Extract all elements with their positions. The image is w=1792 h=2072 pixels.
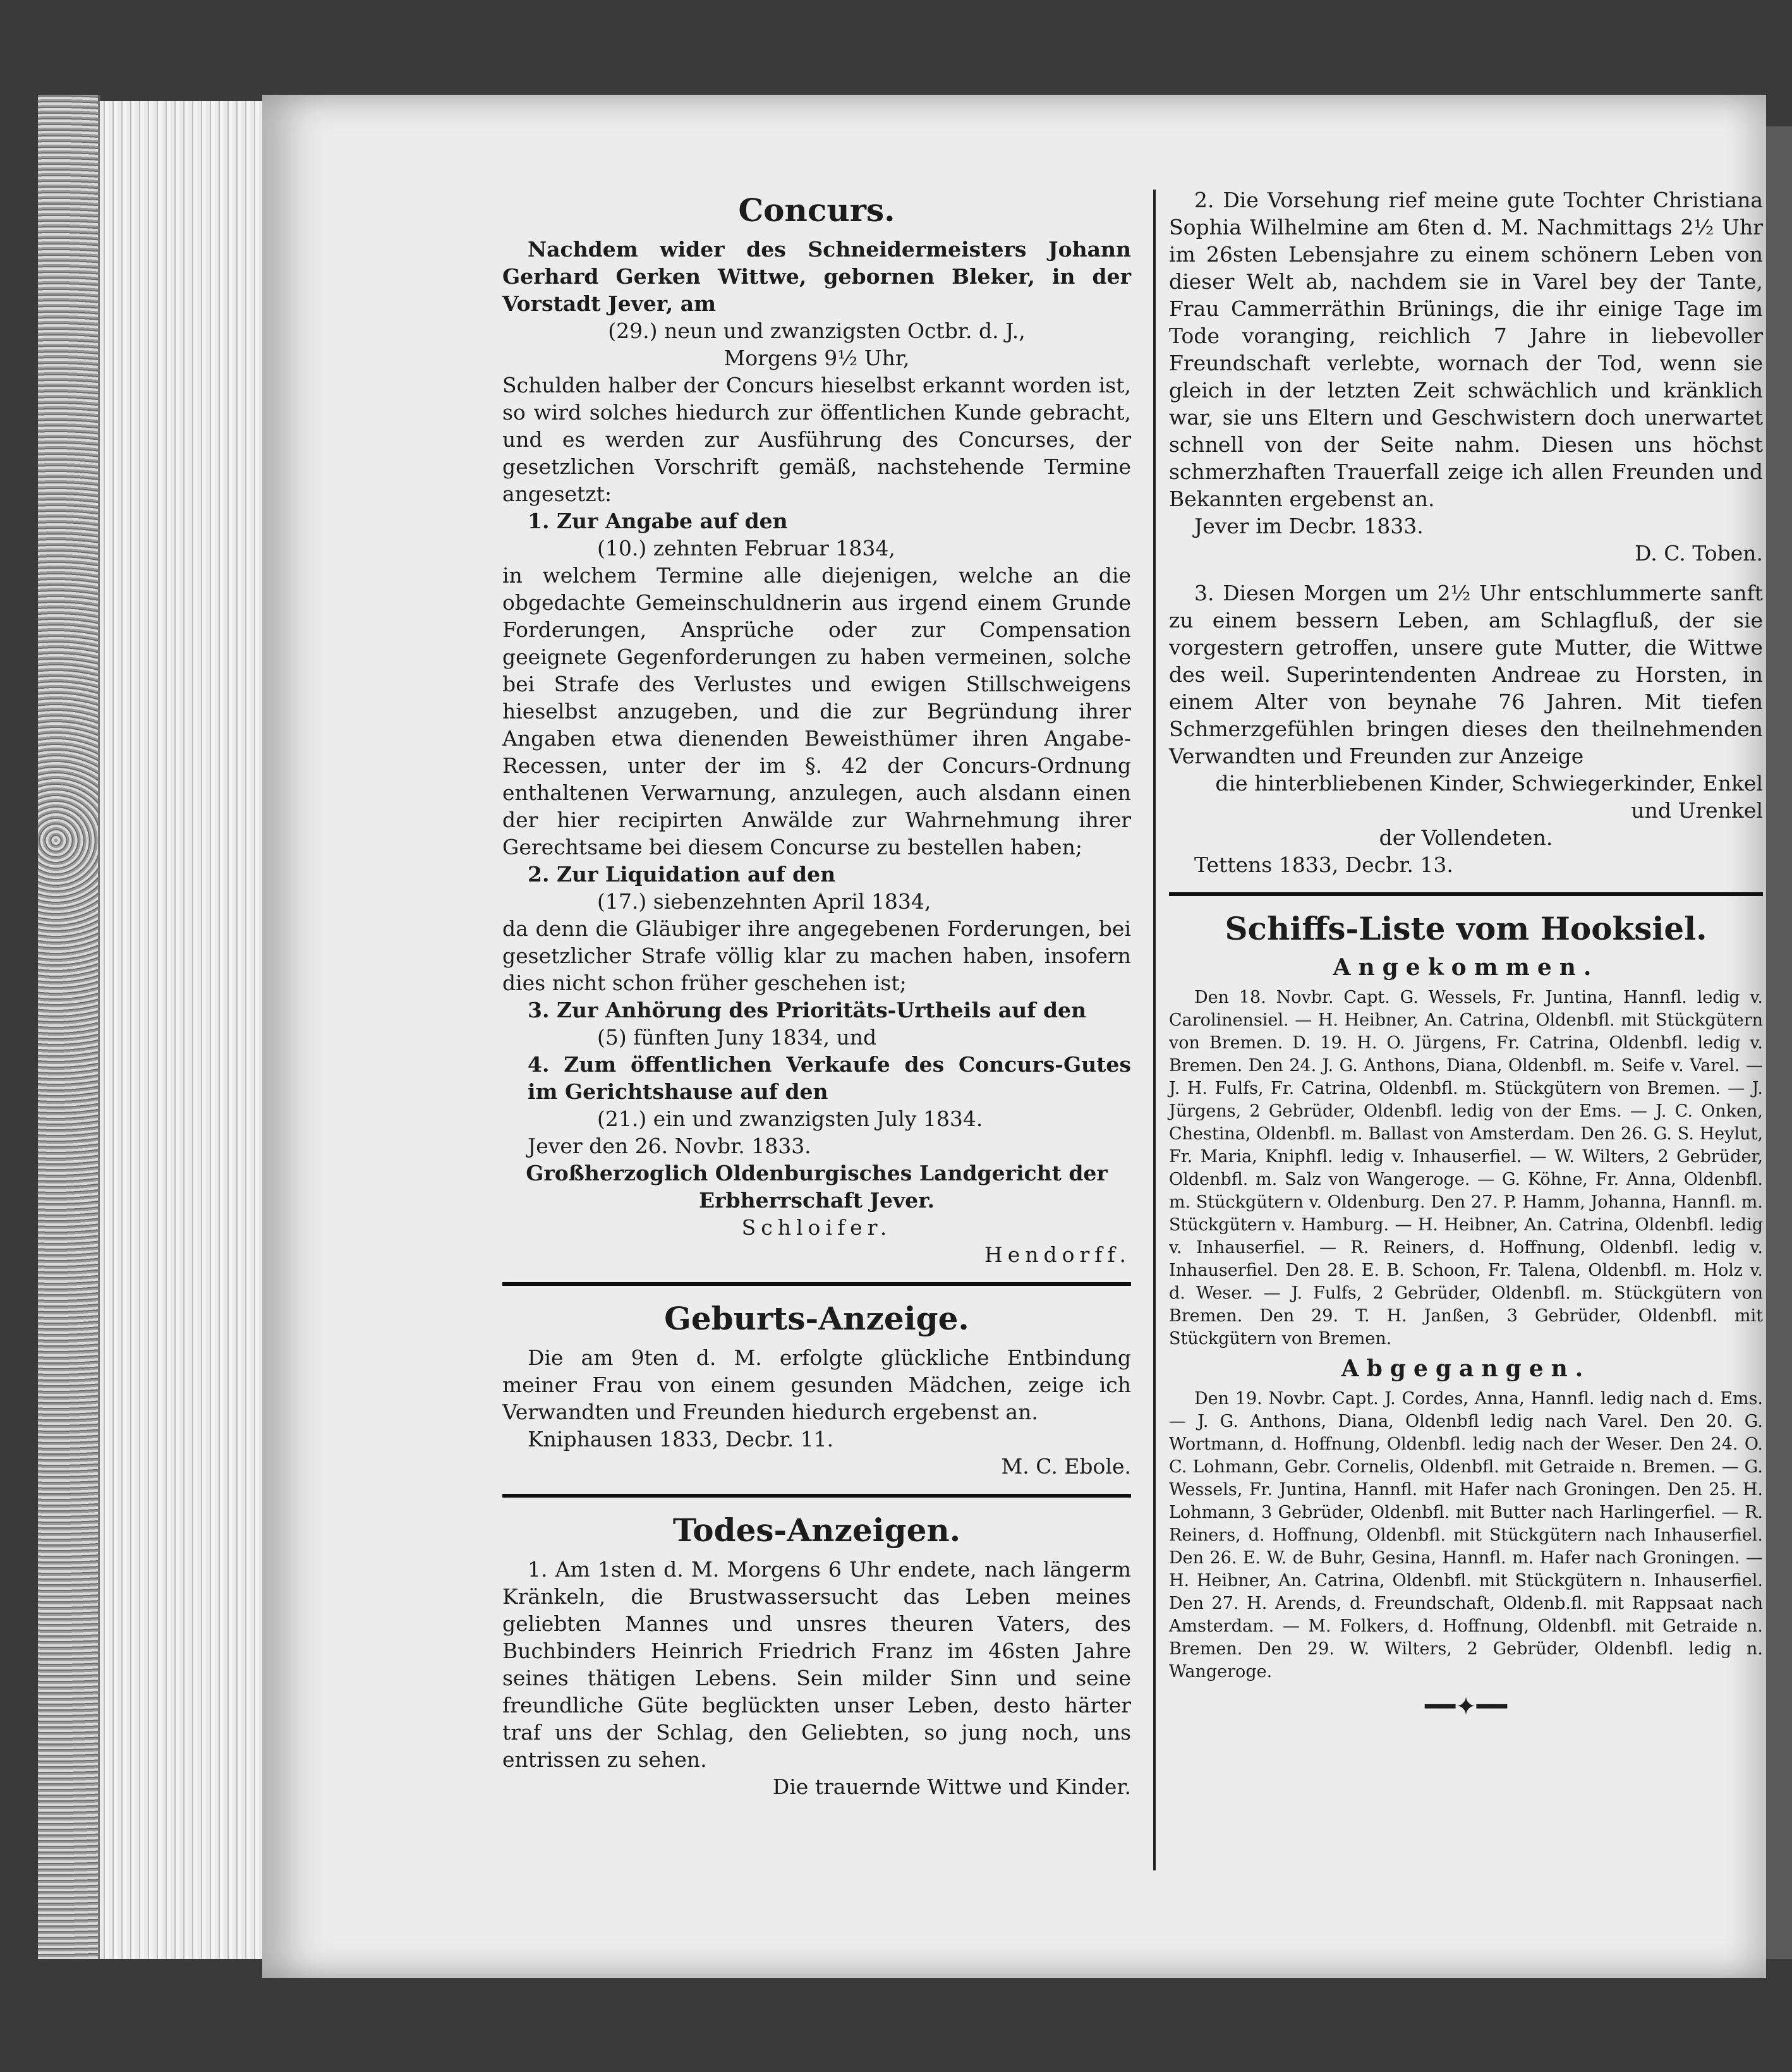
term4-date: (21.) ein und zwanzigsten July 1834.: [597, 1106, 983, 1131]
term1-body: in welchem Termine alle diejenigen, welche an die obgedachte Gemeinschuldnerin aus irgend einem Grunde Forderungen, Ansprüche oder zur Compensation geeignete Gegenforderungen zu haben vermeinen, solche bei Strafe des Verlustes und ewigen Stillschweigens hieselbst anzugeben, und die zur Begründung ihrer Angaben etwa dienenden Beweisthümer ihren Angabe-Recessen, unter der im §. 42 der Concurs-Ordnung enthaltenen Verwarnung, anzulegen, auch alsdann einen der hier recipirten Anwälde zur Wahrnehmung ihrer Gerechtsame bei diesem Concurse zu bestellen haben;: [502, 563, 1131, 859]
death2-signature: D. C. Toben.: [1634, 541, 1763, 566]
term3-heading: 3. Zur Anhörung des Prioritäts-Urtheils auf den: [528, 998, 1087, 1022]
birth-body: Die am 9ten d. M. erfolgte glückliche Entbindung meiner Frau von einem gesunden Mädchen, zeige ich Verwandten und Freunden hiedurch ergebenst an.: [502, 1345, 1131, 1424]
end-ornament: ━━✦━━: [1425, 1692, 1507, 1721]
concurs-signature2: Hendorff.: [984, 1242, 1131, 1267]
arrivals-list: Den 18. Novbr. Capt. G. Wessels, Fr. Juntina, Hannfl. ledig v. Carolinensiel. — H. Heibner, An. Catrina, Oldenbfl. mit Stückgütern von Bremen. D. 19. H. O. Jürgens, Fr. Catrina, Oldenbfl. ledig v. Bremen. Den 24. J. G. Anthons, Diana, Oldenbfl. m. Seife v. Varel. — J. H. Fulfs, Fr. Catrina, Oldenbfl. m. Stückgütern von Bremen. — J. Jürgens, 2 Gebrüder, Oldenbfl. ledig von der Ems. — J. C. Onken, Chestina, Oldenbfl. m. Ballast von Amsterdam. Den 26. G. S. Heylut, Fr. Maria, Kniphfl. ledig v. Inhauserfiel. — W. Wilters, 2 Gebrüder, Oldenbfl. m. Salz von Wangeroge. — G. Köhne, Fr. Anna, Oldenbfl. m. Stückgütern v. Oldenburg. Den 27. P. Hamm, Johanna, Hannfl. m. Stückgütern v. Hamburg. — H. Heibner, An. Catrina, Oldenbfl. ledig v. Inhauserfiel. — R. Reiners, d. Hoffnung, Oldenbfl. ledig v. Inhauserfiel. Den 28. E. B. Schoon, Fr. Talena, Oldenbfl. m. Holz v. d. Weser. — J. Fulfs, 2 Gebrüder, Oldenbfl. m. Stückgütern von Bremen. Den 29. T. H. Janßen, 3 Gebrüder, Oldenbfl. mit Stückgütern von Bremen.: [1169, 988, 1763, 1348]
right-column: [1169, 186, 1763, 1721]
book-cover-edge: [38, 95, 100, 1959]
term2-heading: 2. Zur Liquidation auf den: [528, 862, 836, 887]
term2-body: da denn die Gläubiger ihre angegebenen Forderungen, bei gesetzlicher Strafe völlig klar zu machen haben, insofern dies nicht schon früher geschehen ist;: [502, 916, 1131, 995]
concurs-notice: [502, 191, 1131, 1268]
section-rule: [1169, 892, 1763, 896]
departures-list: Den 19. Novbr. Capt. J. Cordes, Anna, Hannfl. ledig nach d. Ems. — J. G. Anthons, Diana, Oldenbfl ledig nach Varel. Den 20. G. Wortmann, d. Hoffnung, Oldenbfl. ledig nach der Weser. Den 24. O. C. Lohmann, Gebr. Cornelis, Oldenbfl. mit Getraide n. Bremen. — G. Wessels, Fr. Juntina, Hannfl. mit Hafer nach Groningen. Den 25. H. Lohmann, 3 Gebrüder, Oldenbfl. mit Butter nach Harlingerfiel. — R. Reiners, d. Hoffnung, Oldenbfl. mit Stückgütern nach Inhauserfiel. Den 26. E. W. de Buhr, Gesina, Hannfl. m. Hafer nach Groningen. — H. Heibner, An. Catrina, Oldenbfl. mit Stückgütern n. Inhauserfiel. Den 27. H. Arends, d. Freundschaft, Oldenb.fl. mit Rappsaat nach Amsterdam. — M. Folkers, d. Hoffnung, Oldenbfl. mit Getraide n. Bremen. Den 29. W. Wilters, 2 Gebrüder, Oldenbfl. ledig n. Wangeroge.: [1169, 1389, 1763, 1681]
ship-list-title: Schiffs-Liste vom Hooksiel.: [1225, 910, 1707, 947]
page-edges: [98, 101, 264, 1959]
death1-body: 1. Am 1sten d. M. Morgens 6 Uhr endete, nach längerm Kränkeln, die Brustwassersucht das Leben meines geliebten Mannes und unsres theuren Vaters, des Buchbinders Heinrich Friedrich Franz im 46sten Jahre seines thätigen Lebens. Sein milder Sinn und seine freundliche Güte beglückten unser Leben, desto härter traf uns der Schlag, den Geliebten, so jung noch, uns entrissen zu sehen.: [502, 1557, 1131, 1772]
section-rule: [502, 1282, 1131, 1286]
birth-place-date: Kniphausen 1833, Decbr. 11.: [528, 1427, 834, 1451]
birth-notice: [502, 1300, 1131, 1480]
column-divider: [1153, 190, 1156, 1870]
death2-place-date: Jever im Decbr. 1833.: [1194, 514, 1424, 538]
death-notice-3: [1169, 579, 1763, 878]
section-rule: [502, 1494, 1131, 1498]
term3-date: (5) fünften Juny 1834, und: [597, 1025, 877, 1050]
concurs-place-date: Jever den 26. Novbr. 1833.: [528, 1134, 811, 1158]
departures-heading: Abgegangen.: [1341, 1355, 1591, 1382]
concurs-court: Großherzoglich Oldenburgisches Landgericht der Erbherrschaft Jever.: [526, 1161, 1108, 1213]
death-notices: [502, 1512, 1131, 1800]
term2-date: (17.) siebenzehnten April 1834,: [597, 889, 931, 914]
ship-list: [1169, 910, 1763, 1721]
next-page-edge: [1766, 126, 1792, 1959]
death2-body: 2. Die Vorsehung rief meine gute Tochter Christiana Sophia Wilhelmine am 6ten d. M. Nachmittags 2½ Uhr im 26sten Lebensjahre zu einem schönern Leben von dieser Welt ab, nachdem sie in Varel bey der Tante, Frau Cammerräthin Brünings, die ihr einige Tage im Tode voranging, reichlich 7 Jahre in liebevoller Freundschaft verlebte, wornach der Tod, wenn sie gleich in der letzten Zeit schwächlich und kränklich war, sie uns Eltern und Geschwistern doch unerwartet schnell von der Seite nahm. Diesen uns höchst schmerzhaften Trauerfall zeige ich allen Freunden und Bekannten ergebenst an.: [1169, 188, 1763, 511]
concurs-signature1: Schloifer.: [741, 1215, 892, 1240]
death3-signature1: die hinterbliebenen Kinder, Schwiegerkinder, Enkel und Urenkel: [1215, 771, 1763, 823]
death3-signature2: der Vollendeten.: [1379, 825, 1553, 850]
concurs-body: Schulden halber der Concurs hieselbst erkannt worden ist, so wird solches hiedurch zur öffentlichen Kunde gebracht, und es werden zur Ausführung des Concurses, der gesetzlichen Vorschrift gemäß, nachstehende Termine angesetzt:: [502, 373, 1131, 506]
death1-signature: Die trauernde Wittwe und Kinder.: [772, 1774, 1131, 1799]
birth-title: Geburts-Anzeige.: [664, 1300, 969, 1337]
left-column: [502, 186, 1131, 1800]
concurs-title: Concurs.: [738, 191, 895, 229]
term1-heading: 1. Zur Angabe auf den: [528, 509, 788, 533]
birth-signature: M. C. Ebole.: [1001, 1454, 1131, 1479]
arrivals-heading: Angekommen.: [1333, 954, 1599, 981]
concurs-date1b: Morgens 9½ Uhr,: [723, 346, 910, 370]
death-notice-2: [1169, 186, 1763, 567]
term1-date: (10.) zehnten Februar 1834,: [597, 536, 895, 560]
concurs-intro: Nachdem wider des Schneidermeisters Johann Gerhard Gerken Wittwe, gebornen Bleker, in der Vorstadt Jever, am: [502, 237, 1131, 316]
death-title: Todes-Anzeigen.: [672, 1512, 961, 1549]
term4-heading: 4. Zum öffentlichen Verkaufe des Concurs-Gutes im Gerichtshause auf den: [528, 1052, 1131, 1104]
concurs-date1: (29.) neun und zwanzigsten Octbr. d. J.,: [608, 318, 1026, 343]
death3-body: 3. Diesen Morgen um 2½ Uhr entschlummerte sanft zu einem bessern Leben, am Schlagfluß, der sie vorgestern getroffen, unsere gute Mutter, die Wittwe des weil. Superintendenten Andreae zu Horsten, in einem Alter von beynahe 76 Jahren. Mit tiefen Schmerzgefühlen bringen dieses den theilnehmenden Verwandten und Freunden zur Anzeige: [1169, 581, 1763, 768]
death3-place-date: Tettens 1833, Decbr. 13.: [1194, 852, 1453, 877]
